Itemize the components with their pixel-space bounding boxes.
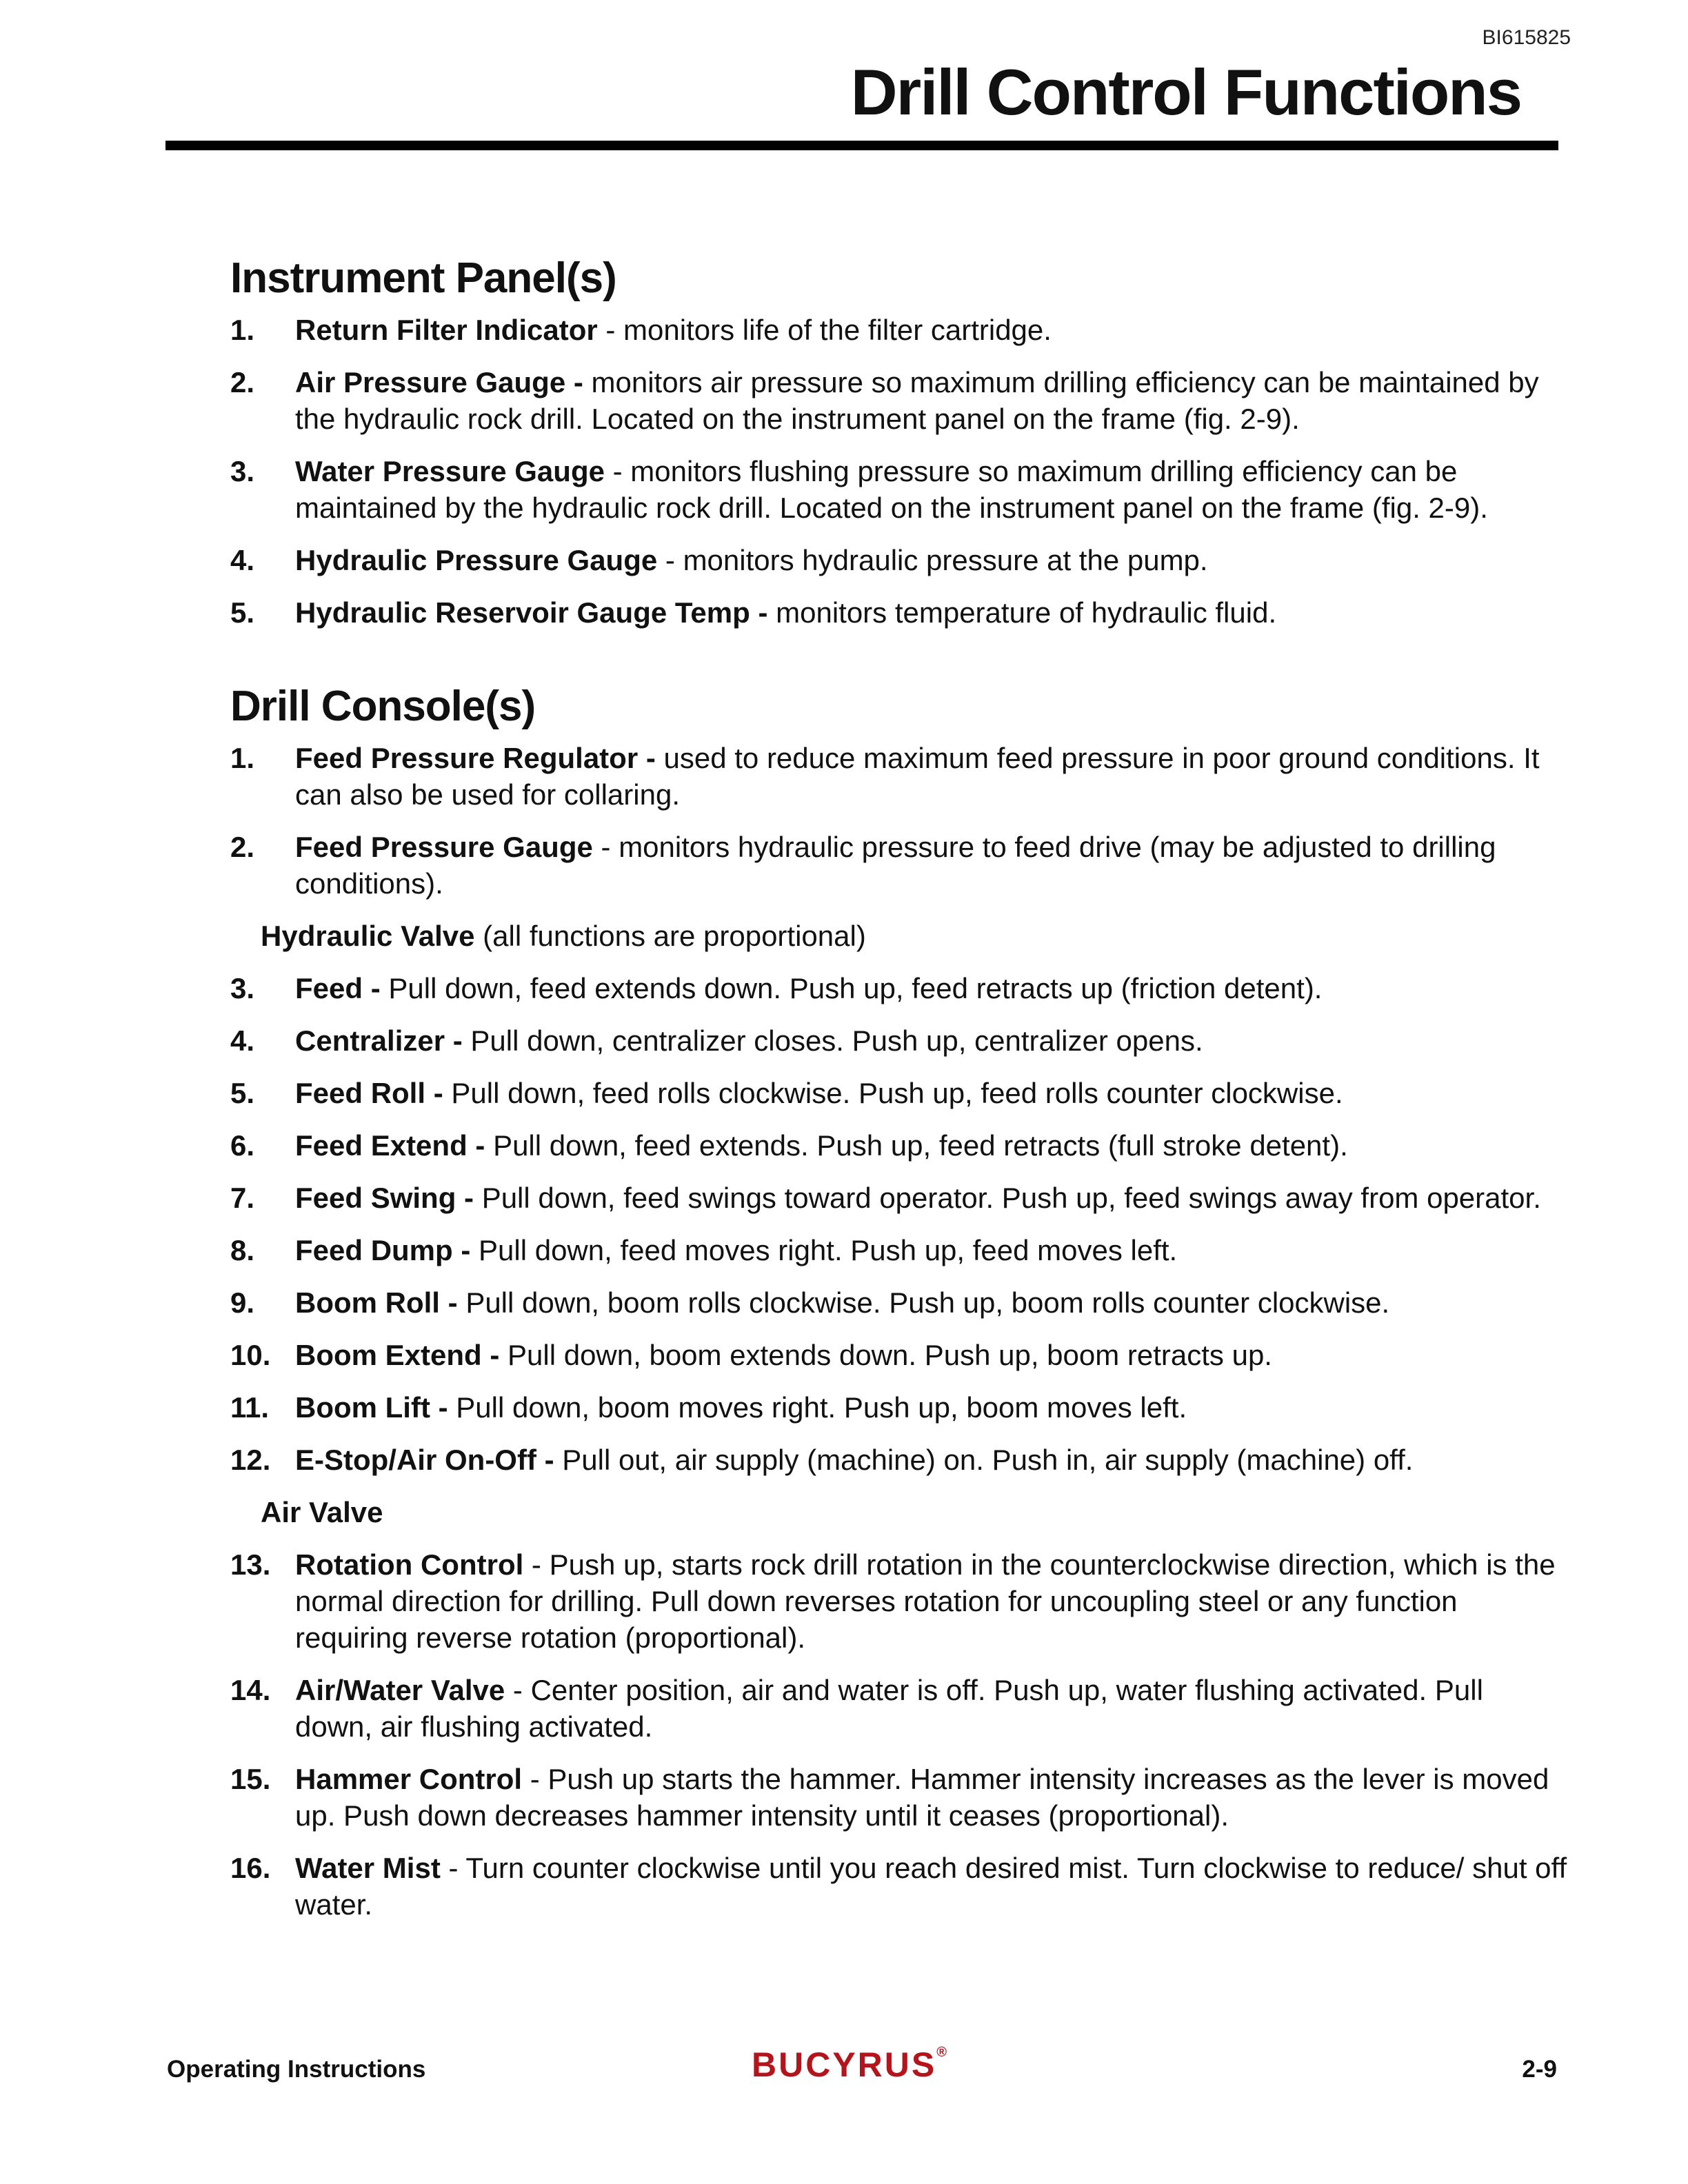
list-item <box>230 1337 1568 1373</box>
list-item <box>230 1442 1568 1478</box>
hydraulic-valve-label: Hydraulic Valve <box>261 920 475 953</box>
air-valve-label: Air Valve <box>261 1496 383 1529</box>
item-label: Feed Swing - <box>295 1182 474 1215</box>
item-number: 7. <box>230 1182 255 1215</box>
item-label: Boom Lift - <box>295 1391 448 1424</box>
item-separator: - <box>523 1548 550 1581</box>
item-number: 14. <box>230 1674 271 1707</box>
item-description: Pull down, centralizer closes. Push up, centralizer opens. <box>470 1024 1203 1058</box>
list-item <box>230 364 1568 437</box>
item-description: Push up, starts rock drill rotation in the counterclockwise direction, which is the normal direction for drilling. Pull down reverses rotation for uncoupling steel or any function requiring reverse rotation (proportional). <box>295 1548 1556 1655</box>
item-number: 15. <box>230 1763 271 1796</box>
item-label: Boom Extend - <box>295 1339 500 1372</box>
page-content <box>230 255 1568 1939</box>
list-item <box>230 594 1568 631</box>
item-label: Feed Extend - <box>295 1129 485 1162</box>
item-separator <box>554 1444 563 1476</box>
item-description: Push up starts the hammer. Hammer intensity increases as the lever is moved up. Push down decreases hammer intensity until it ceases (proportional). <box>295 1763 1549 1832</box>
item-label: Rotation Control <box>295 1548 524 1581</box>
list-item <box>230 1022 1568 1059</box>
item-separator: - <box>597 314 624 347</box>
list-item <box>230 312 1568 348</box>
item-number: 1. <box>230 314 255 347</box>
list-item <box>230 1850 1568 1923</box>
list-item <box>230 1761 1568 1834</box>
air-valve-subheading <box>261 1494 1568 1530</box>
drill-console-list-b <box>230 970 1568 1478</box>
item-number: 13. <box>230 1548 271 1581</box>
item-separator <box>583 366 592 398</box>
item-label: Air Pressure Gauge - <box>295 366 583 399</box>
list-item <box>230 1232 1568 1268</box>
item-label: Hydraulic Reservoir Gauge Temp - <box>295 596 768 629</box>
item-number: 3. <box>230 455 255 488</box>
item-separator: - <box>604 455 631 488</box>
item-number: 4. <box>230 1024 255 1058</box>
item-separator <box>485 1129 493 1162</box>
item-description: Pull down, feed swings toward operator. Push up, feed swings away from operator. <box>481 1182 1541 1215</box>
list-item <box>230 740 1568 813</box>
item-separator <box>470 1234 479 1266</box>
hydraulic-valve-subheading <box>261 918 1568 954</box>
item-description: Turn counter clockwise until you reach desired mist. Turn clockwise to reduce/ shut off water. <box>295 1852 1567 1921</box>
item-separator <box>499 1339 508 1371</box>
item-label: Hydraulic Pressure Gauge <box>295 544 658 577</box>
item-number: 2. <box>230 831 255 864</box>
list-item <box>230 1075 1568 1111</box>
item-separator <box>767 596 776 629</box>
item-separator <box>448 1391 456 1424</box>
list-item <box>230 1672 1568 1745</box>
item-label: Water Pressure Gauge <box>295 455 605 488</box>
item-description: Pull down, feed extends down. Push up, feed retracts up (friction detent). <box>388 972 1323 1005</box>
item-number: 5. <box>230 596 255 629</box>
list-item <box>230 542 1568 578</box>
item-number: 11. <box>230 1391 270 1424</box>
footer-section-title: Operating Instructions <box>167 2056 426 2083</box>
page-title: Drill Control Functions <box>850 56 1521 128</box>
item-description: Pull down, boom extends down. Push up, boom retracts up. <box>508 1339 1272 1372</box>
item-number: 10. <box>230 1339 271 1372</box>
item-number: 9. <box>230 1286 255 1320</box>
item-description: monitors hydraulic pressure to feed drive (may be adjusted to drilling conditions). <box>295 831 1496 900</box>
item-description: Pull down, feed moves right. Push up, feed moves left. <box>479 1234 1178 1267</box>
item-label: Feed - <box>295 972 381 1005</box>
item-description: Pull down, boom rolls clockwise. Push up, boom rolls counter clockwise. <box>465 1286 1390 1320</box>
item-number: 4. <box>230 544 255 577</box>
list-item <box>230 1127 1568 1164</box>
item-label: Return Filter Indicator <box>295 314 598 347</box>
registered-mark: ® <box>936 2045 947 2060</box>
instrument-panel-list <box>230 312 1568 631</box>
item-label: Boom Roll - <box>295 1286 458 1320</box>
page-number: 2-9 <box>1522 2056 1557 2083</box>
item-number: 5. <box>230 1077 255 1110</box>
list-item <box>230 1284 1568 1321</box>
item-label: Hammer Control <box>295 1763 523 1796</box>
item-description: Pull down, feed extends. Push up, feed retracts (full stroke detent). <box>493 1129 1348 1162</box>
item-separator <box>443 1077 452 1109</box>
title-rule <box>165 141 1558 150</box>
item-description: monitors life of the filter cartridge. <box>623 314 1052 347</box>
item-label: Feed Pressure Gauge <box>295 831 593 864</box>
list-item <box>230 1180 1568 1216</box>
item-label: Centralizer - <box>295 1024 463 1058</box>
item-label: Feed Roll - <box>295 1077 443 1110</box>
item-number: 6. <box>230 1129 255 1162</box>
item-separator <box>474 1182 482 1214</box>
item-separator <box>656 742 664 774</box>
item-separator: - <box>657 544 683 577</box>
hydraulic-valve-note: (all functions are proportional) <box>474 920 866 953</box>
item-number: 3. <box>230 972 255 1005</box>
list-item <box>230 970 1568 1007</box>
list-item <box>230 1546 1568 1656</box>
item-separator: - <box>505 1674 531 1707</box>
doc-id: BI615825 <box>1482 26 1571 49</box>
list-item <box>230 829 1568 902</box>
drill-console-list-a <box>230 740 1568 902</box>
item-description: Pull down, boom moves right. Push up, boom moves left. <box>456 1391 1187 1424</box>
item-description: Pull out, air supply (machine) on. Push in, air supply (machine) off. <box>562 1444 1414 1477</box>
item-number: 8. <box>230 1234 255 1267</box>
item-description: monitors temperature of hydraulic fluid. <box>776 596 1277 629</box>
item-number: 12. <box>230 1444 271 1477</box>
item-description: monitors hydraulic pressure at the pump. <box>683 544 1208 577</box>
item-description: used to reduce maximum feed pressure in poor ground conditions. It can also be used for collaring. <box>295 742 1540 811</box>
item-separator <box>458 1286 466 1319</box>
item-number: 2. <box>230 366 255 399</box>
item-separator <box>463 1024 471 1057</box>
item-separator <box>381 972 389 1004</box>
item-label: Air/Water Valve <box>295 1674 505 1707</box>
item-label: Feed Dump - <box>295 1234 471 1267</box>
list-item <box>230 1389 1568 1426</box>
drill-console-heading: Drill Console(s) <box>230 682 536 731</box>
item-description: Pull down, feed rolls clockwise. Push up, feed rolls counter clockwise. <box>451 1077 1343 1110</box>
item-description: Center position, air and water is off. Push up, water flushing activated. Pull down, air flushing activated. <box>295 1674 1483 1743</box>
item-separator: - <box>592 831 619 864</box>
drill-console-list-c <box>230 1546 1568 1923</box>
item-description: monitors flushing pressure so maximum drilling efficiency can be maintained by the hydraulic rock drill. Located on the instrument panel on the frame (fig. 2-9). <box>295 455 1488 525</box>
brand-name: BUCYRUS <box>752 2045 937 2084</box>
item-number: 1. <box>230 742 255 775</box>
list-item <box>230 453 1568 526</box>
bucyrus-logo <box>752 2045 947 2085</box>
item-separator: - <box>522 1763 548 1796</box>
item-description: monitors air pressure so maximum drilling efficiency can be maintained by the hydraulic rock drill. Located on the instrument panel on the frame (fig. 2-9). <box>295 366 1539 436</box>
item-separator: - <box>440 1852 466 1885</box>
instrument-panel-heading: Instrument Panel(s) <box>230 254 616 302</box>
item-label: Feed Pressure Regulator - <box>295 742 656 775</box>
item-number: 16. <box>230 1852 271 1885</box>
item-label: E-Stop/Air On-Off - <box>295 1444 554 1477</box>
item-label: Water Mist <box>295 1852 441 1885</box>
